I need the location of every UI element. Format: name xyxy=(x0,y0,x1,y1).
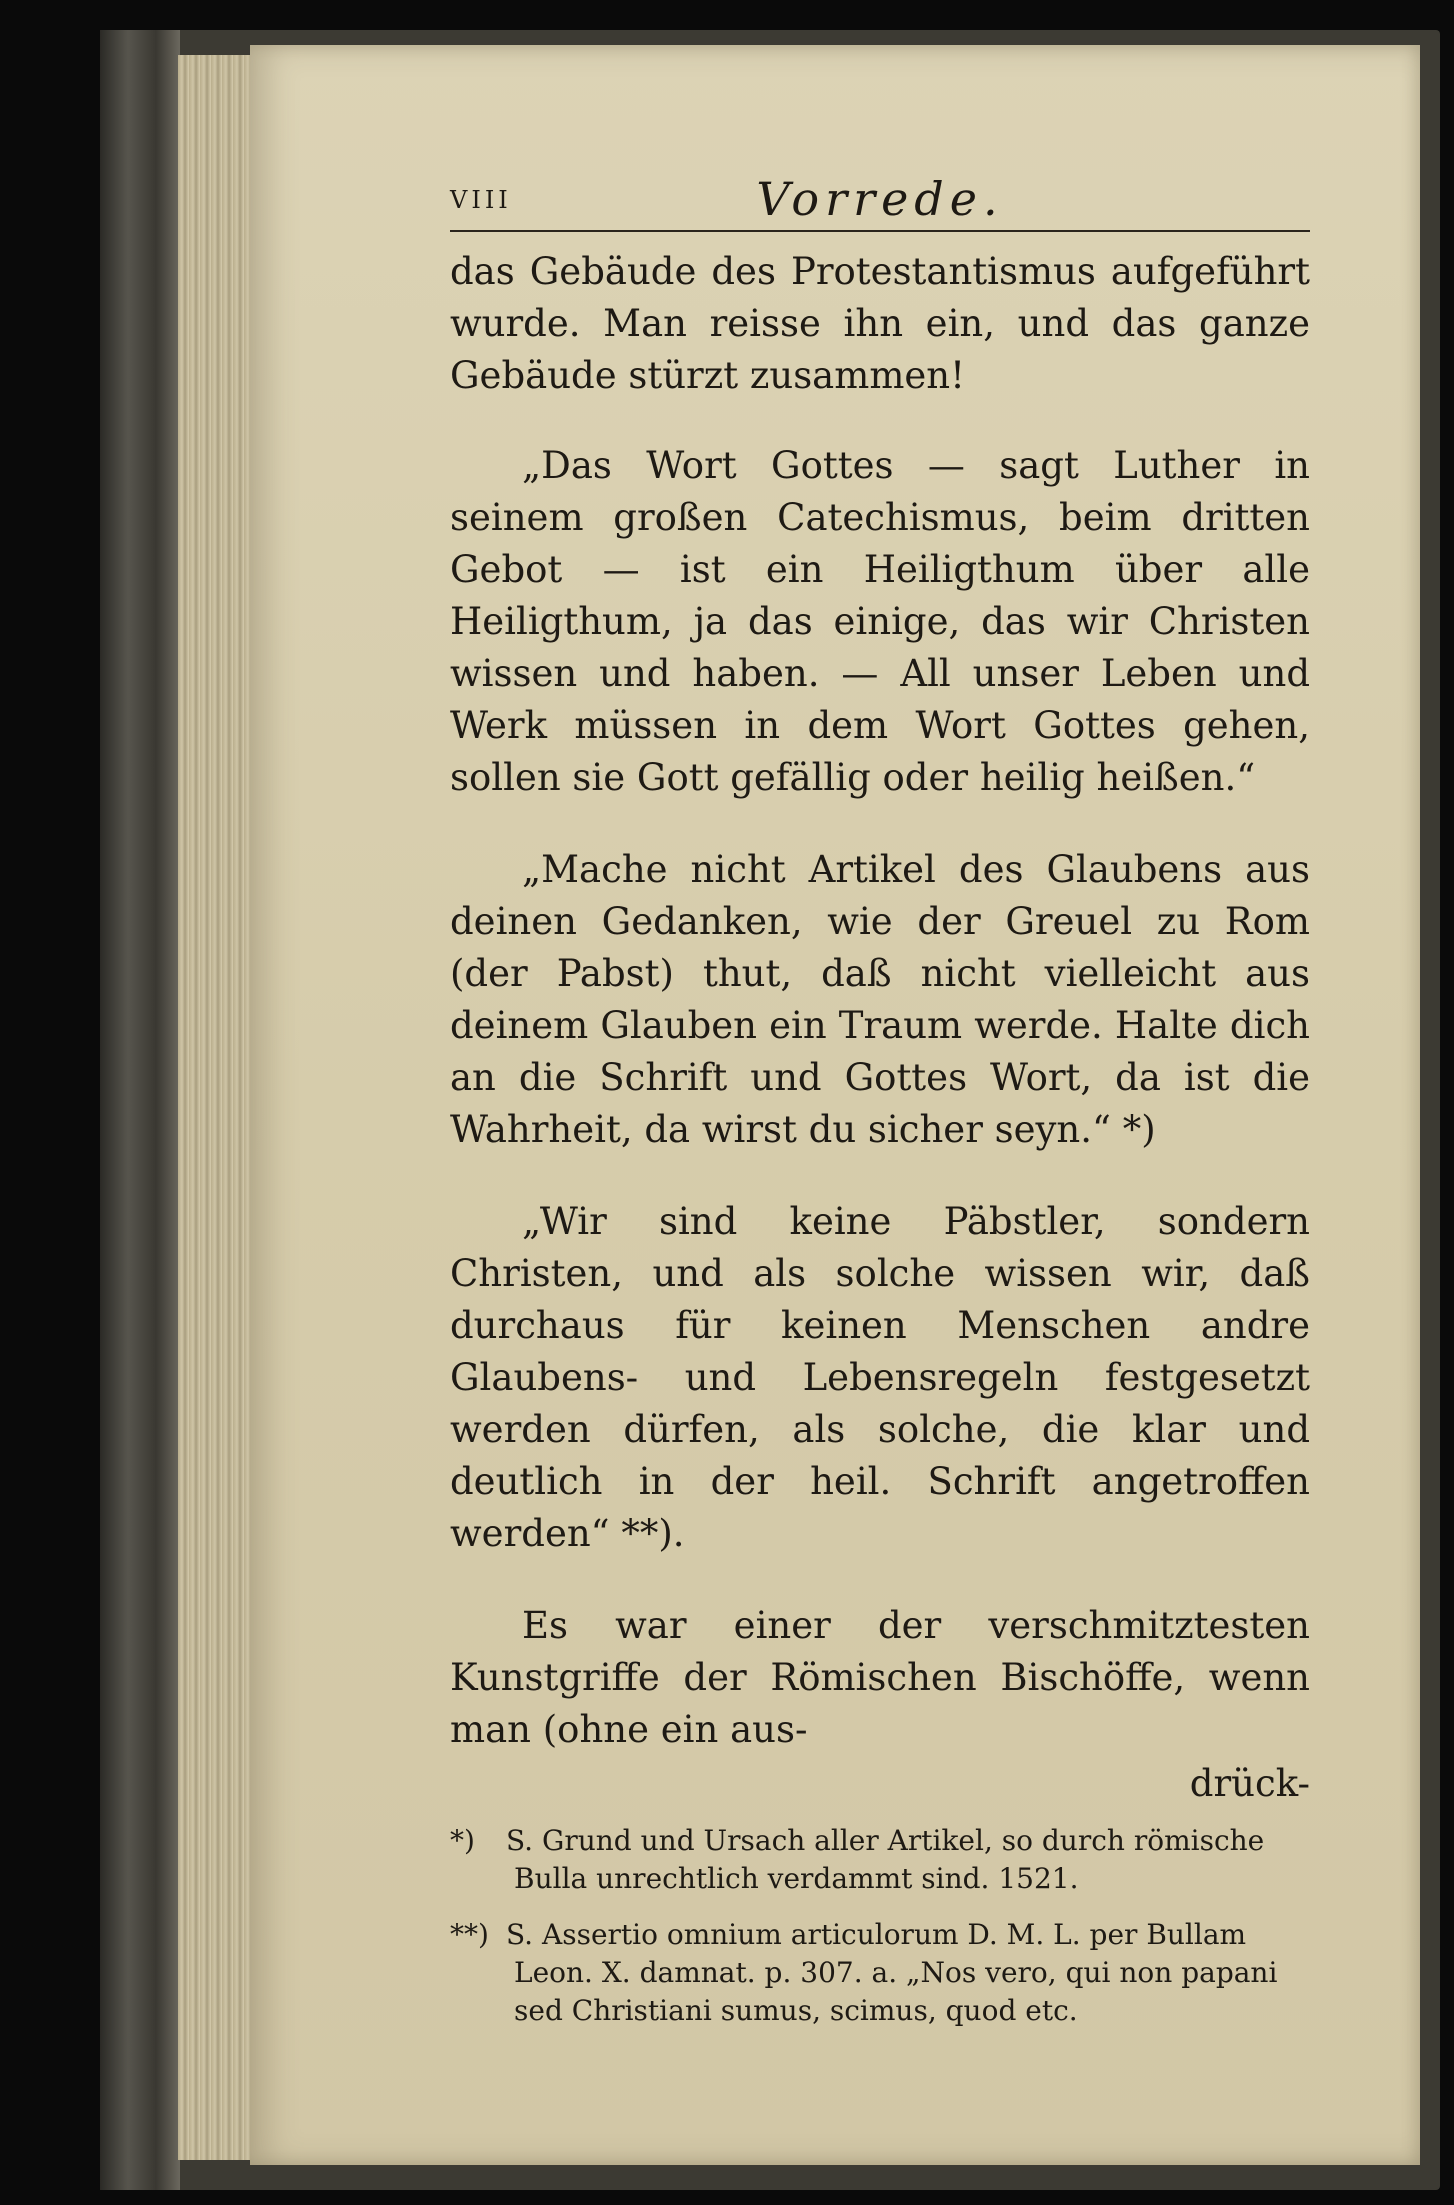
book-cover-edge xyxy=(100,30,180,2190)
footnote-1-text: S. Grund und Ursach aller Artikel, so durch römische Bulla unrechtlich verdammt sind. 1521. xyxy=(506,1824,1265,1895)
paragraph-3: „Mache nicht Artikel des Glaubens aus deinen Gedanken, wie der Greuel zu Rom (der Pabst) thut, daß nicht vielleicht aus deinem Glauben ein Traum werde. Halte dich an die Schrift und Gottes Wort, da ist die Wahrheit, da wirst du sicher seyn.“ *) xyxy=(450,848,1310,1151)
paragraph-2: „Das Wort Gottes — sagt Luther in seinem großen Catechismus, beim dritten Gebot — ist ein Heiligthum über alle Heiligthum, ja das einige, das wir Christen wissen und haben. — All unser Leben und Werk müssen in dem Wort Gottes gehen, sollen sie Gott gefällig oder heilig heißen.“ xyxy=(450,444,1310,799)
footnote-2 xyxy=(450,1916,1310,2030)
page-stack-edges xyxy=(178,55,258,2160)
footnote-1-mark: *) xyxy=(450,1824,475,1857)
page-content xyxy=(450,170,1310,2048)
page-number: VIII xyxy=(450,186,512,214)
catchword: drück- xyxy=(1189,1762,1310,1805)
paragraph-5: Es war einer der verschmitztesten Kunstgriffe der Römischen Bischöffe, wenn man (ohne ein aus- xyxy=(450,1604,1310,1751)
footnote-2-mark: **) xyxy=(450,1918,489,1951)
paragraph-1: das Gebäude des Protestantismus aufgeführt wurde. Man reisse ihn ein, und das ganze Gebäude stürzt zusammen! xyxy=(450,250,1310,397)
page-header xyxy=(450,170,1310,232)
footnote-2-text: S. Assertio omnium articulorum D. M. L. per Bullam Leon. X. damnat. p. 307. a. „Nos vero, qui non papani sed Christiani sumus, scimus, quod etc. xyxy=(506,1918,1278,2027)
footnote-1 xyxy=(450,1822,1310,1898)
running-title: Vorrede. xyxy=(756,172,1004,226)
paragraph-4: „Wir sind keine Päbstler, sondern Christen, und als solche wissen wir, daß durchaus für keinen Menschen andre Glaubens- und Lebensregeln festgesetzt werden dürfen, als solche, die klar und deutlich in der heil. Schrift angetroffen werden“ **). xyxy=(450,1200,1310,1555)
